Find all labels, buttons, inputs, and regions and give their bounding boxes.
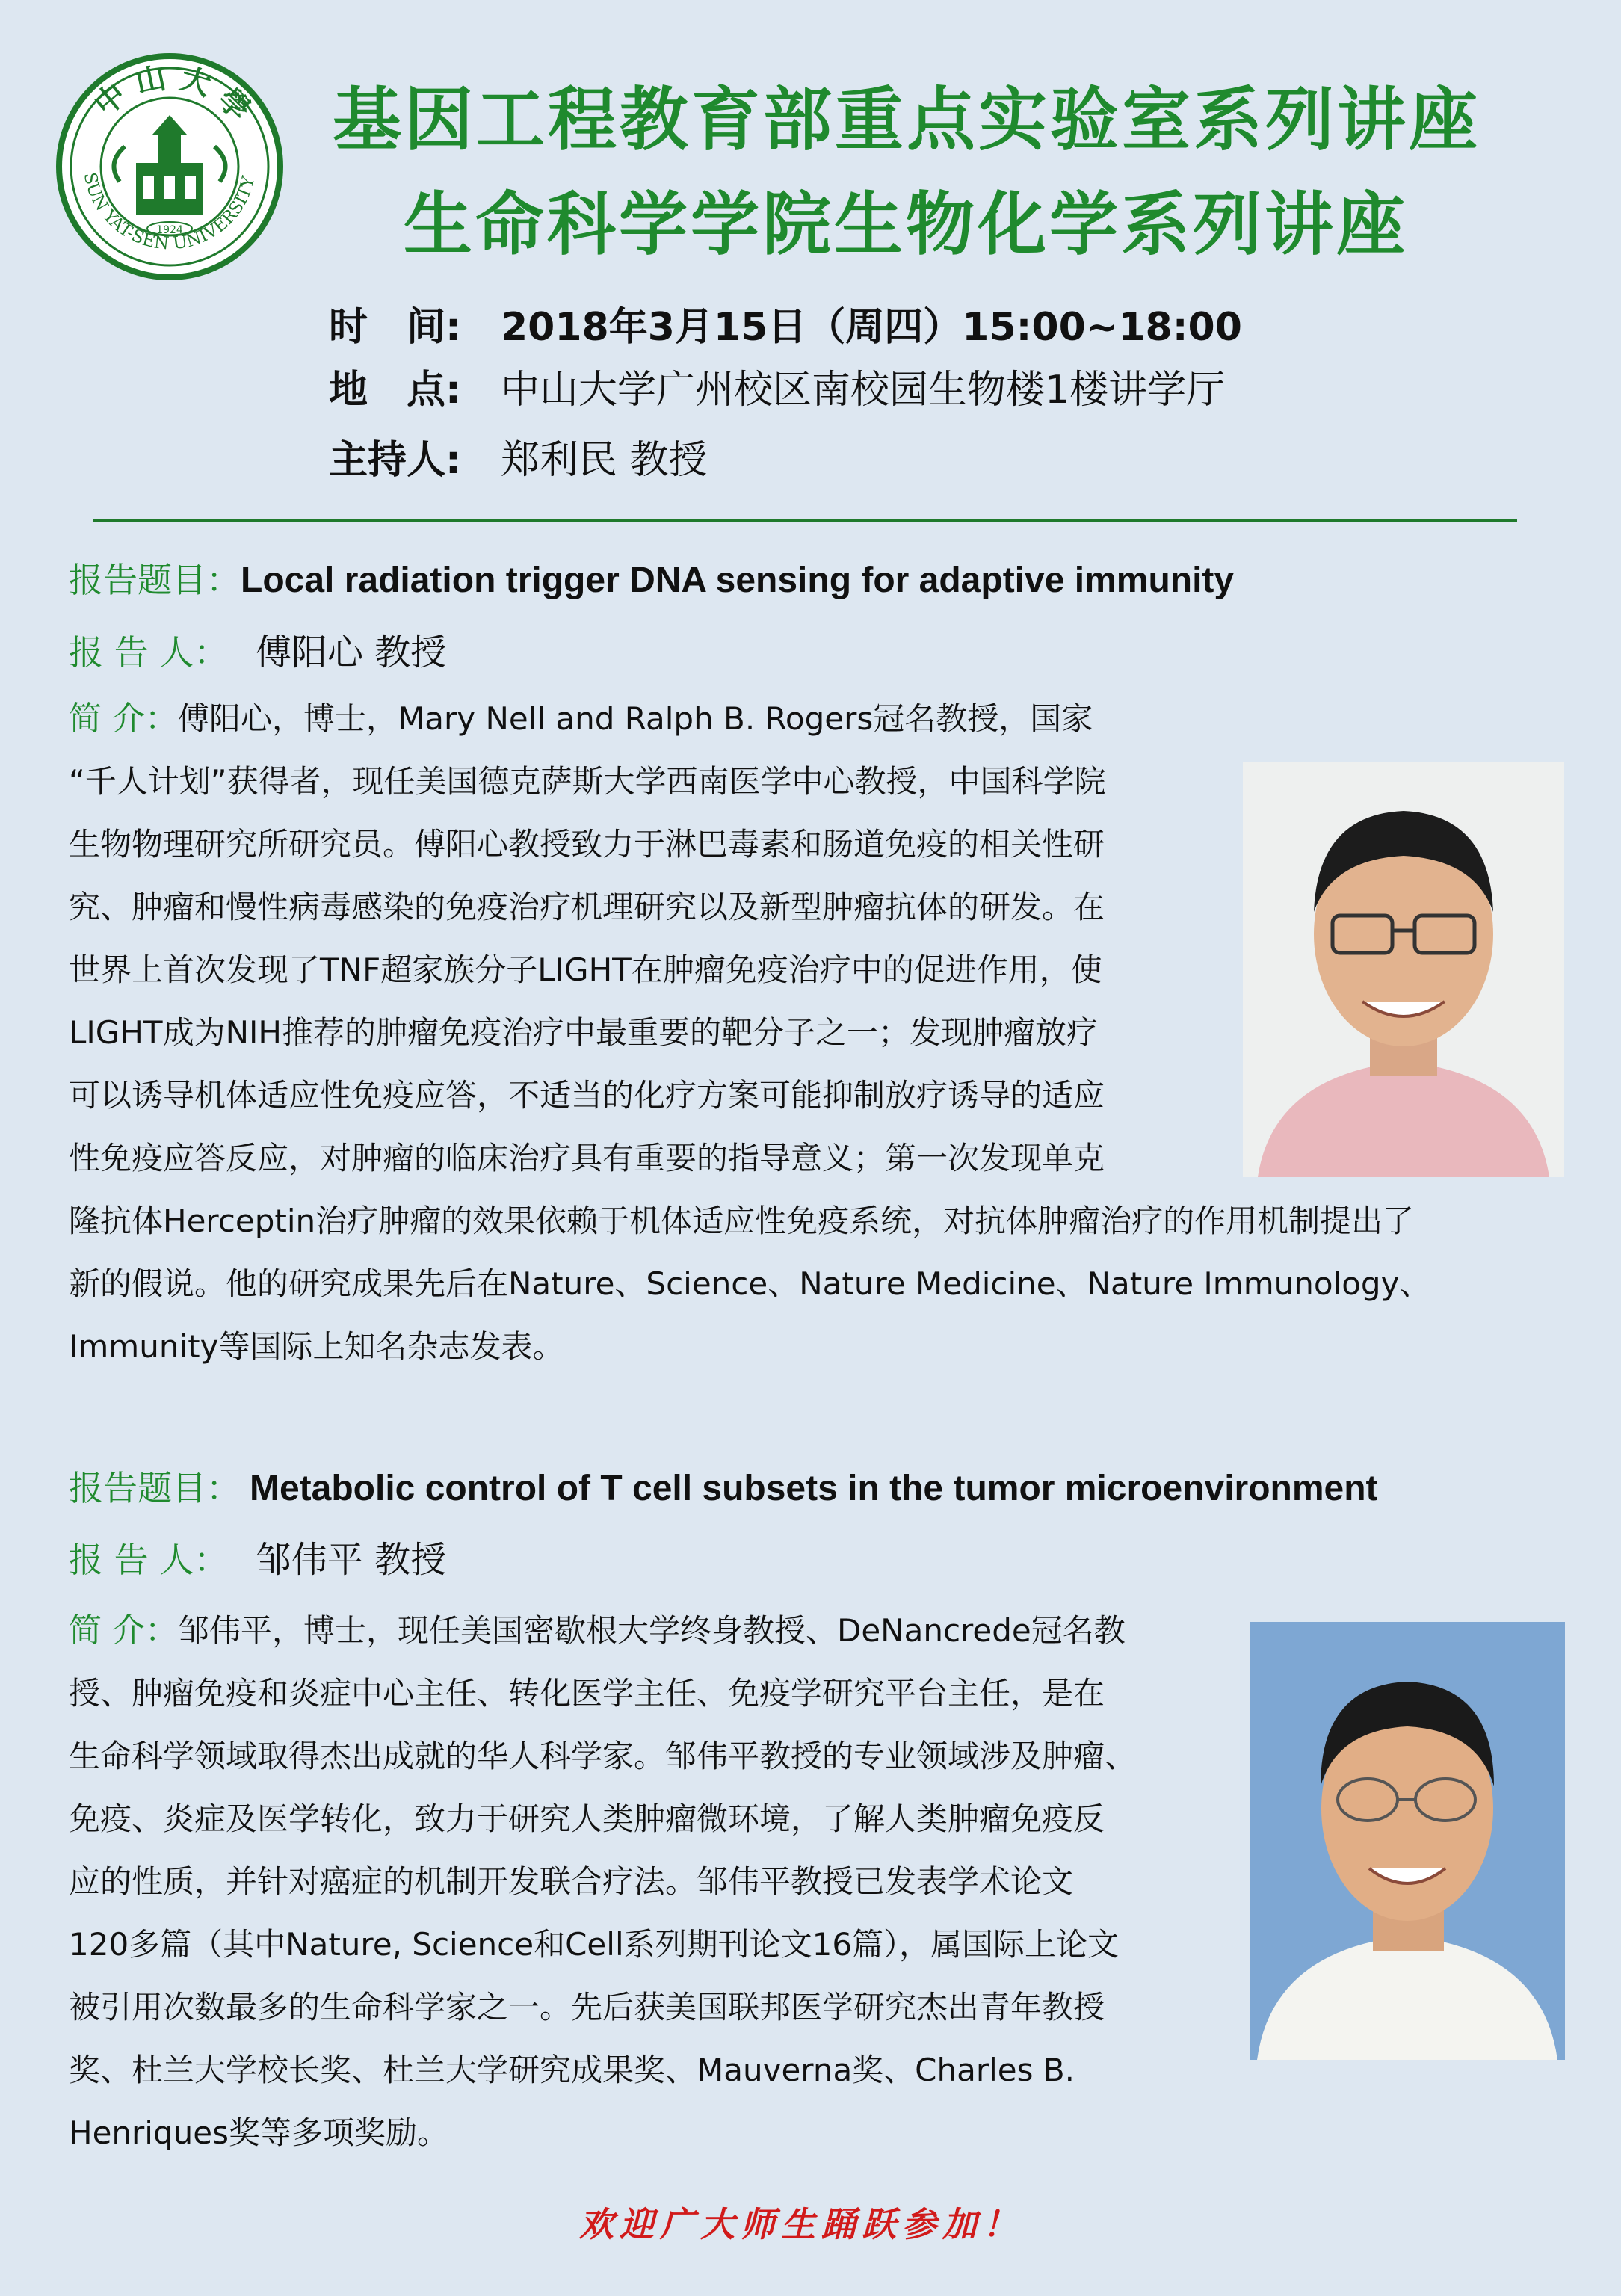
talk1-bio-line: 简 介：傅阳心，博士，Mary Nell and Ralph B. Rogers冠名教授，国家: [69, 700, 1093, 738]
place-value: 中山大学广州校区南校园生物楼1楼讲学厅: [501, 368, 1226, 413]
time-value: 2018年3月15日（周四）15:00~18:00: [501, 305, 1242, 350]
host-label: 主持人:: [329, 438, 461, 483]
talk1-bio-line: 性免疫应答反应，对肿瘤的临床治疗具有重要的指导意义；第一次发现单克: [69, 1140, 1105, 1176]
talk1-speaker-row: [69, 623, 446, 675]
talk1-bio: [69, 688, 1235, 1190]
time-label: 时 间:: [329, 305, 461, 350]
talk2-bio: [69, 1599, 1242, 2164]
divider-line: [93, 519, 1517, 522]
talk2-bio-label: 简 介：: [69, 1611, 178, 1650]
talk1-bio-line: 世界上首次发现了TNF超家族分子LIGHT在肿瘤免疫治疗中的促进作用，使: [69, 951, 1102, 988]
talk2-bio-line: 生命科学领域取得杰出成就的华人科学家。邹伟平教授的专业领域涉及肿瘤、: [69, 1738, 1137, 1774]
talk1-bio-cont: [69, 1190, 1556, 1378]
time-row: [329, 305, 1242, 350]
talk2-title-row: [69, 1461, 1378, 1510]
talk1-bio-line: 新的假说。他的研究成果先后在Nature、Science、Nature Medicine、Nature Immunology、: [69, 1265, 1431, 1302]
talk1-title-label: 报告题目：: [69, 560, 241, 600]
host-row: [329, 438, 708, 483]
host-value: 郑利民 教授: [501, 438, 708, 483]
talk1-speaker-label: 报 告 人：: [69, 632, 229, 673]
talk1-bio-line: 究、肿瘤和慢性病毒感染的免疫治疗机理研究以及新型肿瘤抗体的研发。在: [69, 889, 1105, 925]
talk1-bio-line: 生物物理研究所研究员。傅阳心教授致力于淋巴毒素和肠道免疫的相关性研: [69, 826, 1105, 862]
talk2-bio-line: 被引用次数最多的生命科学家之一。先后获美国联邦医学研究杰出青年教授: [69, 1989, 1105, 2025]
speaker1-photo: [1243, 762, 1564, 1177]
svg-text:SUN YAT-SEN UNIVERSITY: SUN YAT-SEN UNIVERSITY: [79, 170, 259, 254]
talk2-title-label: 报告题目：: [69, 1468, 241, 1508]
talk1-bio-line: LIGHT成为NIH推荐的肿瘤免疫治疗中最重要的靶分子之一；发现肿瘤放疗: [69, 1014, 1098, 1051]
footer-welcome: 欢迎广大师生踊跃参加！: [579, 2204, 1023, 2244]
talk2-speaker-label: 报 告 人：: [69, 1540, 229, 1580]
talk1-bio-line: 隆抗体Herceptin治疗肿瘤的效果依赖于机体适应性免疫系统，对抗体肿瘤治疗的作用机制提出了: [69, 1203, 1415, 1239]
talk1-title-row: [69, 553, 1234, 602]
svg-text:1924: 1924: [156, 224, 183, 236]
talk1-bio-label: 简 介：: [69, 700, 178, 738]
talk1-speaker: 傅阳心 教授: [256, 632, 447, 673]
talk2-title: Metabolic control of T cell subsets in the tumor microenvironment: [250, 1469, 1378, 1508]
talk2-bio-line: 免疫、炎症及医学转化，致力于研究人类肿瘤微环境，了解人类肿瘤免疫反: [69, 1800, 1105, 1837]
place-row: [329, 368, 1226, 413]
talk1-bio-line: Immunity等国际上知名杂志发表。: [69, 1328, 564, 1365]
talk1-bio-line: 可以诱导机体适应性免疫应答，不适当的化疗方案可能抑制放疗诱导的适应: [69, 1077, 1105, 1114]
talk2-speaker: 邹伟平 教授: [256, 1539, 447, 1581]
talk2-bio-line: 授、肿瘤免疫和炎症中心主任、转化医学主任、免疫学研究平台主任，是在: [69, 1675, 1105, 1712]
talk2-speaker-row: [69, 1531, 446, 1582]
university-logo: [54, 51, 285, 283]
talk2-bio-line: Henriques奖等多项奖励。: [69, 2114, 448, 2151]
svg-text:中 山 大 學: 中 山 大 學: [87, 60, 258, 128]
talk2-bio-line: 简 介：邹伟平，博士，现任美国密歇根大学终身教授、DeNancrede冠名教: [69, 1611, 1126, 1650]
speaker2-photo: [1250, 1622, 1565, 2060]
talk1-title: Local radiation trigger DNA sensing for adaptive immunity: [241, 561, 1235, 600]
talk1-bio-line: “千人计划”获得者，现任美国德克萨斯大学西南医学中心教授，中国科学院: [69, 763, 1106, 800]
talk2-bio-line: 奖、杜兰大学校长奖、杜兰大学研究成果奖、Mauverna奖、Charles B.: [69, 2052, 1075, 2088]
talk2-bio-line: 120多篇（其中Nature, Science和Cell系列期刊论文16篇），属国际上论文: [69, 1926, 1120, 1963]
header-title-line2: 生命科学学院生物化学系列讲座: [404, 185, 1409, 265]
header-title-line1: 基因工程教育部重点实验室系列讲座: [333, 80, 1481, 160]
place-label: 地 点:: [329, 368, 461, 413]
talk2-bio-line: 应的性质，并针对癌症的机制开发联合疗法。邹伟平教授已发表学术论文: [69, 1863, 1074, 1900]
